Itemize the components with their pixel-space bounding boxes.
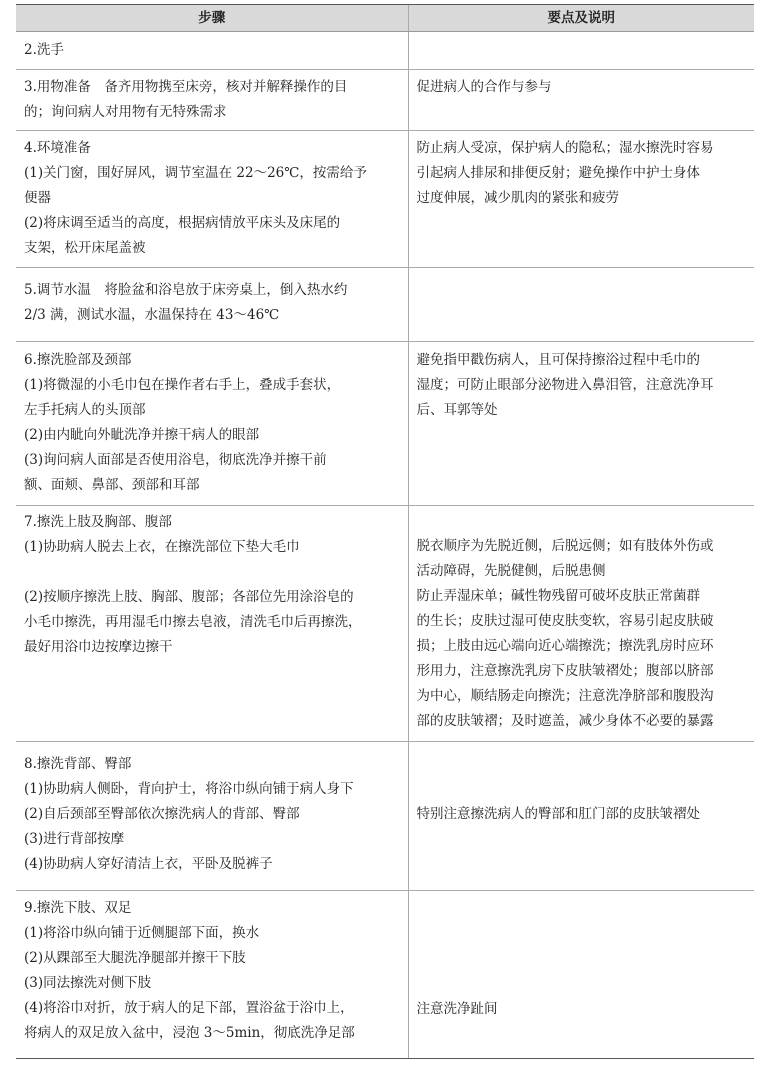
step-line: 将病人的双足放入盆中，浸泡 3～5min，彻底洗净足部 xyxy=(24,1025,355,1041)
table-row xyxy=(16,342,754,506)
step-cell xyxy=(16,32,408,70)
notes-line: 部的皮肤皱褶；及时遮盖，减少身体不必要的暴露 xyxy=(416,713,714,729)
notes-line: 过度伸展，减少肌肉的紧张和疲劳 xyxy=(416,190,619,206)
notes-line xyxy=(417,897,749,922)
notes-line: 活动障碍，先脱健侧，后脱患侧 xyxy=(416,563,606,579)
step-cell xyxy=(16,131,408,268)
notes-cell xyxy=(408,891,754,1059)
step-cell xyxy=(16,70,408,131)
step-line: (1)将浴巾纵向铺于近侧腿部下面，换水 xyxy=(24,925,260,941)
step-line: (1)协助病人脱去上衣，在擦洗部位下垫大毛巾 xyxy=(24,539,300,555)
step-line: 5.调节水温 将脸盆和浴皂放于床旁桌上，倒入热水约 xyxy=(24,282,348,298)
notes-line: 形用力，注意擦洗乳房下皮肤皱褶处；腹部以脐部 xyxy=(416,663,714,679)
notes-line xyxy=(417,922,749,947)
step-line: 2.洗手 xyxy=(24,42,64,58)
notes-line: 注意洗净趾间 xyxy=(416,1001,498,1017)
step-line: (3)询问病人面部是否使用浴皂，彻底洗净并擦干前 xyxy=(24,452,327,468)
notes-line: 的生长；皮肤过湿可使皮肤变软，容易引起皮肤破 xyxy=(416,613,714,629)
step-line: 6.擦洗脸部及颈部 xyxy=(24,352,132,368)
notes-line: 湿度；可防止眼部分泌物进入鼻泪管，注意洗净耳 xyxy=(416,377,714,393)
step-cell xyxy=(16,268,408,342)
notes-cell xyxy=(408,70,754,131)
step-line: (2)由内眦向外眦洗净并擦干病人的眼部 xyxy=(24,427,260,443)
step-line: (3)同法擦洗对侧下肢 xyxy=(24,975,152,991)
notes-cell xyxy=(408,32,754,70)
notes-line: 后、耳郭等处 xyxy=(416,402,498,418)
step-line: 9.擦洗下肢、双足 xyxy=(24,900,132,916)
notes-line: 避免指甲戳伤病人，且可保持擦浴过程中毛巾的 xyxy=(416,352,700,368)
notes-line: 防止病人受凉，保护病人的隐私；湿水擦洗时容易 xyxy=(416,140,714,156)
step-line: 额、面颊、鼻部、颈部和耳部 xyxy=(24,477,200,493)
header-steps: 步骤 xyxy=(16,5,408,32)
step-line: 支架，松开床尾盖被 xyxy=(24,240,146,256)
step-line: (2)将床调至适当的高度，根据病情放平床头及床尾的 xyxy=(24,215,341,231)
notes-cell xyxy=(408,268,754,342)
step-line: (3)进行背部按摩 xyxy=(24,831,125,847)
step-line: 4.环境准备 xyxy=(24,140,91,156)
step-line xyxy=(24,560,402,585)
table-body xyxy=(16,32,754,1059)
notes-line xyxy=(417,752,749,777)
notes-line xyxy=(417,972,749,997)
notes-cell xyxy=(408,506,754,742)
table-row xyxy=(16,268,754,342)
notes-line: 损；上肢由远心端向近心端擦洗；擦洗乳房时应环 xyxy=(416,638,714,654)
step-line: (1)将微湿的小毛巾包在操作者右手上，叠成手套状， xyxy=(24,377,341,393)
step-line: 左手托病人的头顶部 xyxy=(24,402,146,418)
step-line: (2)按顺序擦洗上肢、胸部、腹部；各部位先用涂浴皂的 xyxy=(24,589,354,605)
procedure-table xyxy=(16,4,754,1059)
notes-line: 防止弄湿床单；碱性物残留可破坏皮肤正常菌群 xyxy=(416,588,700,604)
step-cell xyxy=(16,342,408,506)
table-header-row xyxy=(16,5,754,32)
step-line: 的；询问病人对用物有无特殊需求 xyxy=(24,104,227,120)
step-line: 8.擦洗背部、臀部 xyxy=(24,756,132,772)
table-row xyxy=(16,131,754,268)
notes-cell xyxy=(408,131,754,268)
step-line: (2)从踝部至大腿洗净腿部并擦干下肢 xyxy=(24,950,246,966)
step-line: 小毛巾擦洗，再用湿毛巾擦去皂液，清洗毛巾后再擦洗， xyxy=(24,614,362,630)
notes-line: 为中心，顺结肠走向擦洗；注意洗净脐部和腹股沟 xyxy=(416,688,714,704)
notes-line xyxy=(417,777,749,802)
table-row xyxy=(16,506,754,742)
step-line: (1)关门窗，围好屏风，调节室温在 22～26℃，按需给予 xyxy=(24,165,367,181)
notes-line: 促进病人的合作与参与 xyxy=(416,79,552,95)
table-row xyxy=(16,742,754,891)
step-line: 7.擦洗上肢及胸部、腹部 xyxy=(24,514,172,530)
step-line: (4)协助病人穿好清洁上衣，平卧及脱裤子 xyxy=(24,856,273,872)
table-row xyxy=(16,891,754,1059)
header-notes: 要点及说明 xyxy=(408,5,754,32)
notes-cell xyxy=(408,742,754,891)
notes-line: 特别注意擦洗病人的臀部和肛门部的皮肤皱褶处 xyxy=(416,806,700,822)
step-cell xyxy=(16,891,408,1059)
notes-cell xyxy=(408,342,754,506)
table-row xyxy=(16,70,754,131)
step-cell xyxy=(16,506,408,742)
notes-line xyxy=(417,947,749,972)
notes-line: 脱衣顺序为先脱近侧，后脱远侧；如有肢体外伤或 xyxy=(416,538,714,554)
step-line: 3.用物准备 备齐用物携至床旁，核对并解释操作的目 xyxy=(24,79,348,95)
step-cell xyxy=(16,742,408,891)
table-row xyxy=(16,32,754,70)
step-line: (1)协助病人侧卧，背向护士，将浴巾纵向铺于病人身下 xyxy=(24,781,354,797)
step-line: (2)自后颈部至臀部依次擦洗病人的背部、臀部 xyxy=(24,806,300,822)
step-line: 最好用浴巾边按摩边擦干 xyxy=(24,639,173,655)
step-line: 便器 xyxy=(24,190,51,206)
step-line: (4)将浴巾对折，放于病人的足下部，置浴盆于浴巾上， xyxy=(24,1000,354,1016)
notes-line xyxy=(417,509,749,534)
step-line: 2/3 满，测试水温，水温保持在 43～46℃ xyxy=(24,307,280,323)
notes-line: 引起病人排尿和排便反射；避免操作中护士身体 xyxy=(416,165,700,181)
